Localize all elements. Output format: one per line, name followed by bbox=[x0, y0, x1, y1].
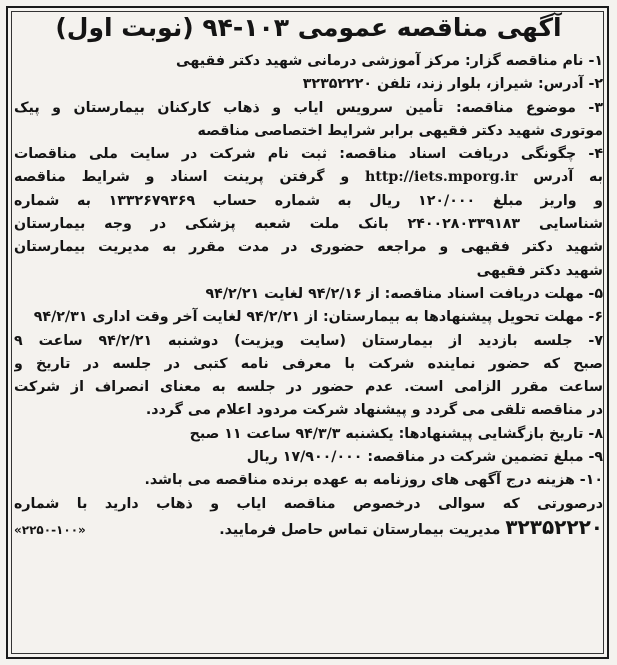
item-4-payment: و واریز مبلغ ۱۲۰/۰۰۰ ریال به شماره حساب ۱۳۳۲۶۷۹۳۶۹ به شماره bbox=[14, 192, 603, 209]
ad-title: آگهی مناقصه عمومی ۱۰۳-۹۴ (نوبت اول) bbox=[55, 13, 562, 42]
item-8-opening: ۸- تاریخ بازگشایی پیشنهادها: یکشنبه ۹۴/۳/۳ ساعت ۱۱ صبح bbox=[189, 425, 603, 442]
item-6-submission: ۶- مهلت تحویل پیشنهادها به بیمارستان: از ۹۴/۲/۲۱ لغایت آخر وقت اداری ۹۴/۲/۳۱ bbox=[33, 309, 603, 326]
item-1-tenderer: ۱- نام مناقصه گزار: مرکز آموزشی درمانی شهید دکتر فقیهی bbox=[175, 53, 603, 69]
item-3-subject: ۳- موضوع مناقصه: تأمین سرویس ایاب و ذهاب کارکنان بیمارستان و پیک bbox=[14, 99, 603, 116]
item-4-url-line bbox=[14, 166, 603, 189]
ad-reference-code: «۲۲۵۰-۱۰۰» bbox=[14, 522, 86, 537]
item-4-visit: شهید دکتر فقیهی و مراجعه حضوری در مدت مقرر به مدیریت بیمارستان bbox=[14, 239, 603, 256]
contact-phone: ۳۲۳۵۲۲۲۰ bbox=[505, 515, 603, 539]
item-5-deadline: ۵- مهلت دریافت اسناد مناقصه: از ۹۴/۲/۱۶ لغایت ۹۴/۲/۲۱ bbox=[205, 285, 603, 302]
item-7-cont-2: ساعت مقرر الزامی است. عدم حضور در جلسه به معنای انصراف از شرکت bbox=[14, 379, 603, 396]
footer-left-group bbox=[219, 516, 603, 542]
url-line-after: و گرفتن پرینت اسناد و شرایط مناقصه bbox=[14, 169, 350, 186]
url-line-before: به آدرس bbox=[533, 169, 603, 186]
item-7-cont-1: صبح که حضور نماینده شرکت با معرفی نامه کتبی در جلسه در تاریخ و bbox=[14, 355, 603, 372]
item-7-site-visit: ۷- جلسه بازدید از بیمارستان (سایت ویزیت) دوشنبه ۹۴/۲/۲۱ ساعت ۹ bbox=[14, 332, 603, 349]
footer-line bbox=[14, 516, 603, 542]
contact-line: درصورتی که سوالی درخصوص مناقصه ایاب و ذهاب دارید با شماره bbox=[14, 495, 603, 512]
tender-advertisement bbox=[14, 10, 603, 542]
footer-text: مدیریت بیمارستان تماس حاصل فرمایید. bbox=[219, 521, 501, 538]
item-10-cost: ۱۰- هزینه درج آگهی های روزنامه به عهده برنده مناقصه می باشد. bbox=[144, 472, 603, 489]
item-4-hospital: شهید دکتر فقیهی bbox=[476, 262, 603, 279]
item-7-cont-3: در مناقصه تلقی می گردد و پیشنهاد شرکت مردود اعلام می گردد. bbox=[145, 402, 603, 419]
item-4-bank: شناسایی ۲۴۰۰۲۸۰۳۳۹۱۸۳ بانک ملت شعبه پزشکی در وجه بیمارستان bbox=[14, 216, 603, 233]
item-9-guarantee: ۹- مبلغ تضمین شرکت در مناقصه: ۱۷/۹۰۰/۰۰۰ ریال bbox=[246, 449, 603, 466]
item-2-address: ۲- آدرس: شیراز، بلوار زند، تلفن ۳۲۳۵۲۲۲۰ bbox=[302, 76, 603, 93]
item-4-documents: ۴- چگونگی دریافت اسناد مناقصه: ثبت نام شرکت در سایت ملی مناقصات bbox=[14, 146, 603, 163]
tender-site-link[interactable]: http://iets.mporg.ir bbox=[365, 169, 518, 186]
item-3-subject-cont: موتوری شهید دکتر فقیهی برابر شرایط اختصاصی مناقصه bbox=[197, 122, 603, 139]
